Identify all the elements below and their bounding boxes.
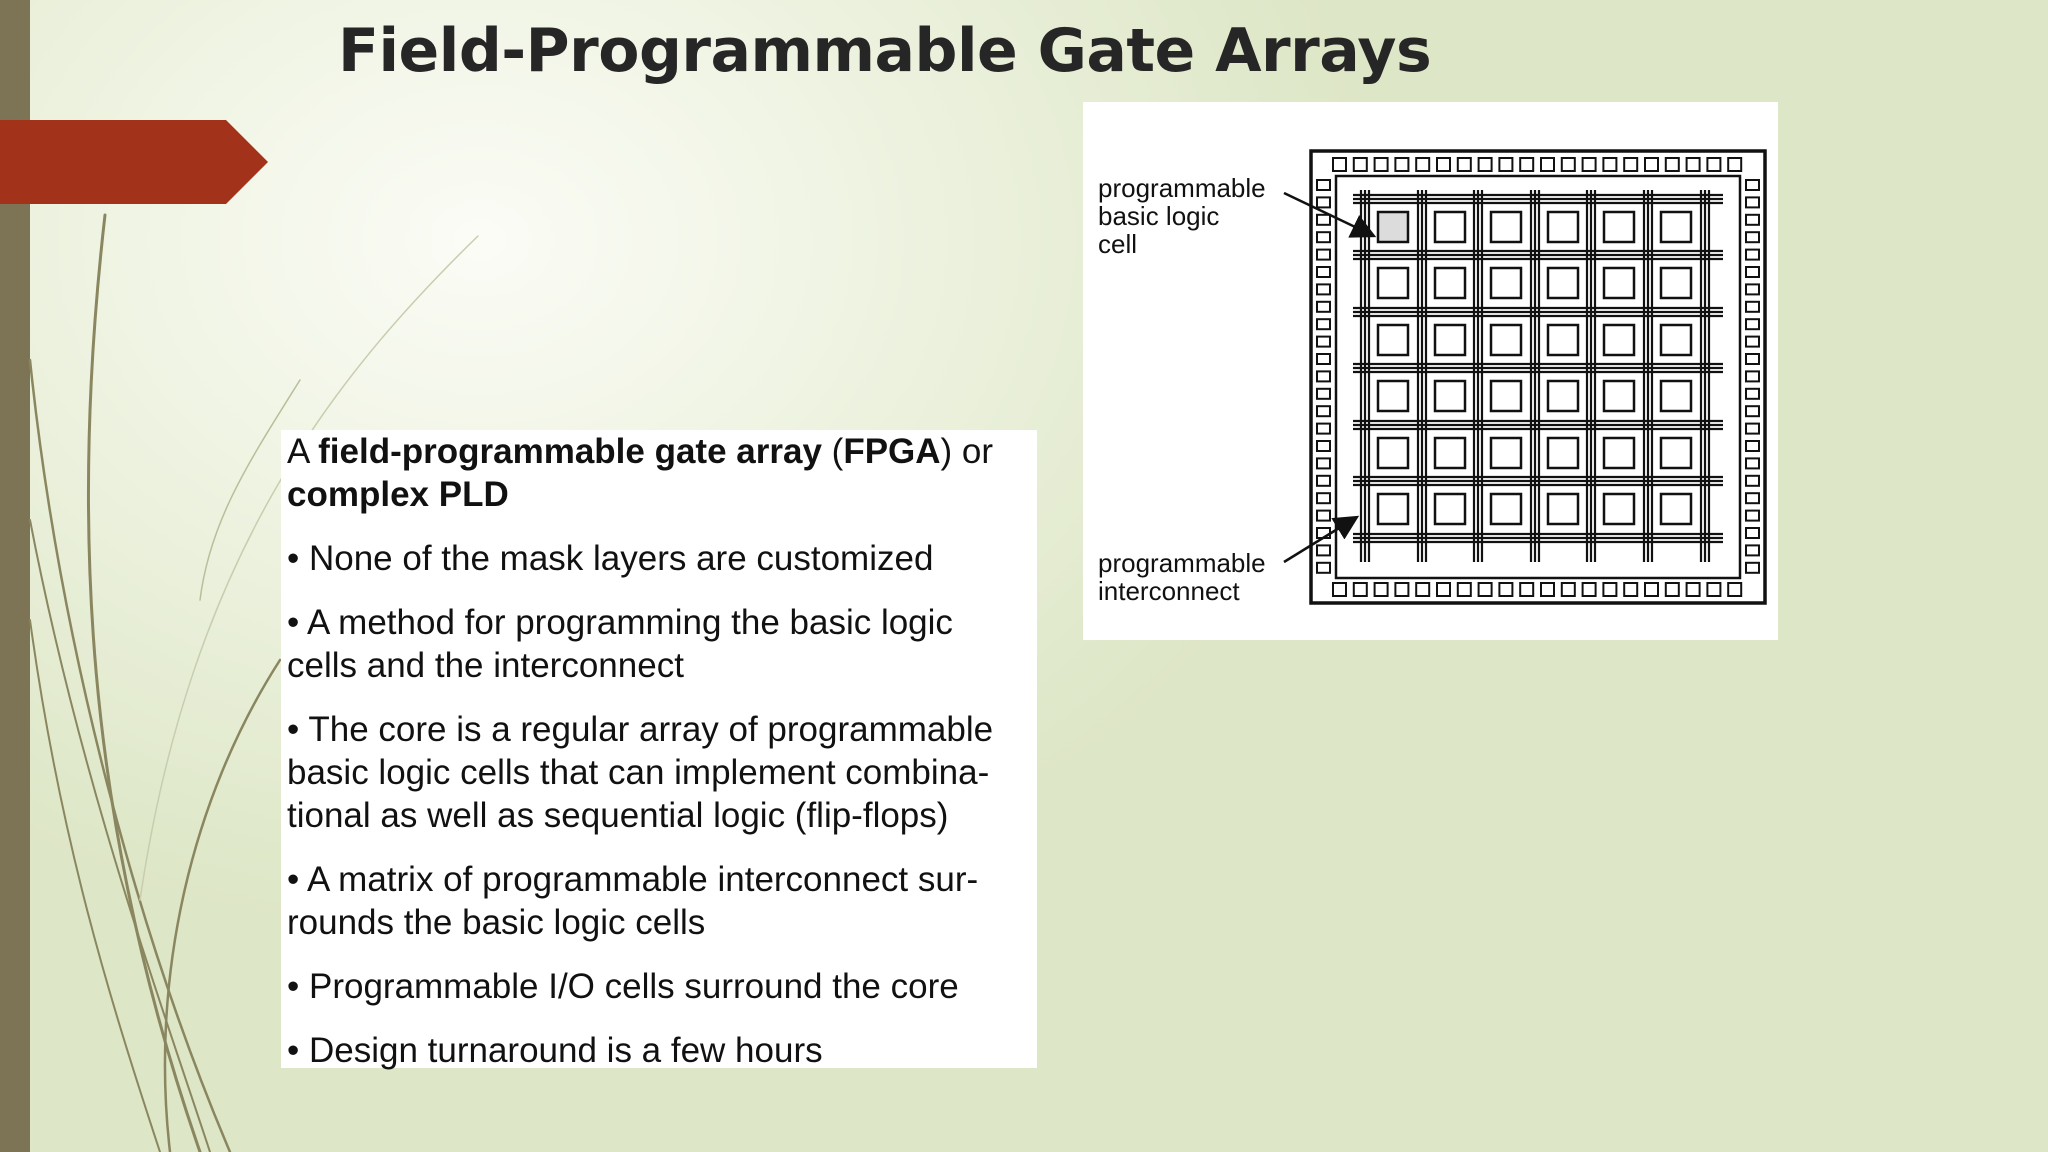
logic-cell: [1548, 268, 1578, 298]
io-pad: [1317, 354, 1330, 364]
io-pad: [1333, 583, 1346, 596]
io-pad: [1746, 389, 1759, 399]
io-pad: [1317, 232, 1330, 242]
io-pad: [1707, 583, 1720, 596]
logic-cell: [1604, 212, 1634, 242]
io-pad: [1317, 493, 1330, 503]
io-pad: [1583, 158, 1596, 171]
io-pad: [1746, 476, 1759, 486]
io-pad: [1317, 180, 1330, 190]
io-pad: [1541, 583, 1554, 596]
io-pad: [1746, 424, 1759, 434]
io-pad: [1317, 545, 1330, 555]
io-pad: [1746, 215, 1759, 225]
io-pad: [1317, 458, 1330, 468]
io-pad: [1562, 158, 1575, 171]
io-pad: [1687, 158, 1700, 171]
logic-cell: [1604, 325, 1634, 355]
io-pad: [1645, 583, 1658, 596]
io-pad: [1317, 371, 1330, 381]
bullet-item: • A method for programming the basic logic cells and the interconnect: [287, 603, 953, 685]
io-pad: [1317, 337, 1330, 347]
io-pad: [1317, 441, 1330, 451]
io-pad: [1666, 158, 1679, 171]
logic-cell: [1435, 325, 1465, 355]
logic-cell: [1491, 325, 1521, 355]
io-pad: [1603, 583, 1616, 596]
io-pad: [1317, 319, 1330, 329]
logic-cell: [1378, 381, 1408, 411]
logic-cell: [1491, 494, 1521, 524]
io-pad: [1541, 158, 1554, 171]
logic-cell: [1661, 494, 1691, 524]
logic-cell: [1661, 381, 1691, 411]
logic-cell: [1604, 494, 1634, 524]
io-pad: [1375, 583, 1388, 596]
io-pad: [1317, 302, 1330, 312]
fpga-diagram: [1083, 102, 1778, 640]
io-pad: [1746, 545, 1759, 555]
io-pad: [1746, 319, 1759, 329]
bullet-item: • None of the mask layers are customized: [287, 539, 934, 578]
io-pad: [1317, 389, 1330, 399]
io-pad: [1583, 583, 1596, 596]
io-pad: [1746, 180, 1759, 190]
bullet-item: • A matrix of programmable interconnect sur- rounds the basic logic cells: [287, 860, 979, 942]
io-pad: [1333, 158, 1346, 171]
io-pad: [1354, 158, 1367, 171]
intro-paragraph: A field-programmable gate array (FPGA) or complex PLD: [287, 432, 994, 514]
logic-cell: [1435, 381, 1465, 411]
io-pad: [1746, 528, 1759, 538]
io-pad: [1624, 583, 1637, 596]
io-pad: [1317, 197, 1330, 207]
io-pad: [1746, 250, 1759, 260]
io-pad: [1603, 158, 1616, 171]
io-pad: [1746, 441, 1759, 451]
bullet-item: • The core is a regular array of programmable basic logic cells that can implement combina- tional as well as sequential logic (flip-flops): [287, 710, 994, 835]
logic-cell: [1435, 494, 1465, 524]
logic-cell: [1378, 212, 1408, 242]
logic-cell: [1435, 212, 1465, 242]
logic-cell: [1491, 268, 1521, 298]
logic-cell: [1491, 381, 1521, 411]
io-pad: [1317, 250, 1330, 260]
io-pad: [1499, 583, 1512, 596]
logic-cell: [1604, 381, 1634, 411]
bullet-item: • Programmable I/O cells surround the core: [287, 967, 959, 1006]
io-pad: [1728, 583, 1741, 596]
label-basic-logic-cell: programmable basic logic cell: [1098, 173, 1266, 259]
io-pad: [1728, 158, 1741, 171]
logic-cell: [1661, 212, 1691, 242]
io-pad: [1317, 563, 1330, 573]
io-pad: [1416, 158, 1429, 171]
accent-arrow-shape: [0, 120, 268, 204]
logic-cell: [1661, 268, 1691, 298]
io-pad: [1746, 563, 1759, 573]
logic-cell: [1548, 381, 1578, 411]
io-pad: [1520, 583, 1533, 596]
text-content-box: [281, 430, 1037, 1068]
io-pad: [1354, 583, 1367, 596]
io-pad: [1458, 583, 1471, 596]
io-pad: [1375, 158, 1388, 171]
io-pad: [1746, 406, 1759, 416]
io-pad: [1746, 197, 1759, 207]
logic-cell: [1378, 438, 1408, 468]
logic-cell: [1378, 268, 1408, 298]
io-pad: [1746, 337, 1759, 347]
io-pad: [1317, 267, 1330, 277]
io-pad: [1317, 406, 1330, 416]
io-pad: [1645, 158, 1658, 171]
io-pad: [1479, 158, 1492, 171]
logic-cell: [1548, 438, 1578, 468]
logic-cell: [1491, 212, 1521, 242]
io-pad: [1746, 302, 1759, 312]
logic-cell: [1548, 325, 1578, 355]
io-pad: [1746, 511, 1759, 521]
logic-cell: [1604, 268, 1634, 298]
io-pad: [1395, 583, 1408, 596]
logic-cell: [1435, 268, 1465, 298]
logic-cell: [1378, 325, 1408, 355]
logic-cell: [1661, 325, 1691, 355]
io-pad: [1746, 232, 1759, 242]
io-pad: [1317, 511, 1330, 521]
io-pad: [1437, 158, 1450, 171]
io-pad: [1746, 284, 1759, 294]
fpga-abbr: FPGA: [843, 432, 941, 471]
io-pad: [1666, 583, 1679, 596]
io-pad: [1499, 158, 1512, 171]
io-pad: [1317, 284, 1330, 294]
io-pad: [1520, 158, 1533, 171]
io-pad: [1562, 583, 1575, 596]
io-pad: [1317, 476, 1330, 486]
logic-cell: [1548, 212, 1578, 242]
io-pad: [1624, 158, 1637, 171]
io-pad: [1746, 458, 1759, 468]
io-pad: [1479, 583, 1492, 596]
logic-cell: [1548, 494, 1578, 524]
label-interconnect: programmable interconnect: [1098, 548, 1266, 606]
logic-cell: [1604, 438, 1634, 468]
io-pad: [1458, 158, 1471, 171]
io-pad: [1317, 424, 1330, 434]
io-pad: [1746, 371, 1759, 381]
logic-cell: [1378, 494, 1408, 524]
io-pad: [1707, 158, 1720, 171]
complex-pld-term: complex PLD: [287, 475, 509, 514]
slide-title: Field-Programmable Gate Arrays: [338, 16, 1432, 86]
fpga-term: field-programmable gate array: [318, 432, 822, 471]
io-pad: [1437, 583, 1450, 596]
logic-cell: [1491, 438, 1521, 468]
io-pad: [1746, 354, 1759, 364]
logic-cell: [1661, 438, 1691, 468]
bullet-item: • Design turnaround is a few hours: [287, 1031, 823, 1070]
logic-cell: [1435, 438, 1465, 468]
io-pad: [1746, 493, 1759, 503]
io-pad: [1395, 158, 1408, 171]
io-pad: [1317, 215, 1330, 225]
io-pad: [1416, 583, 1429, 596]
io-pad: [1687, 583, 1700, 596]
io-pad: [1746, 267, 1759, 277]
